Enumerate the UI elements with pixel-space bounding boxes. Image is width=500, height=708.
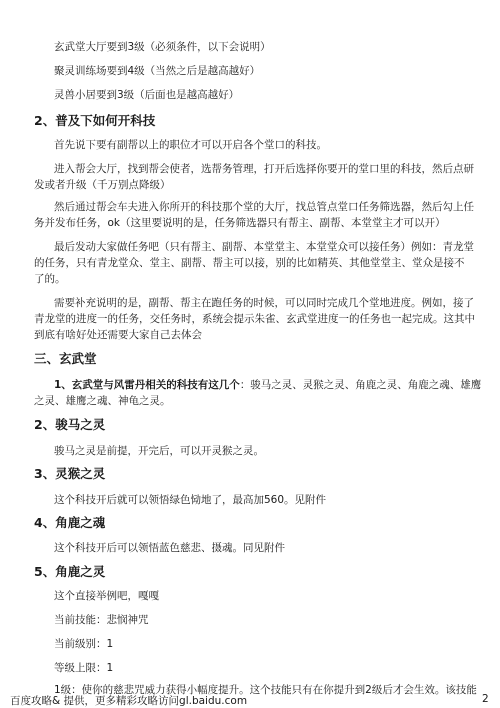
paragraph-line: 等级上限：1 [54, 662, 114, 674]
sub-heading: 4、角鹿之魂 [34, 515, 106, 530]
sub-heading: 2、骏马之灵 [34, 417, 106, 432]
paragraph-line: 务并发布任务，ok（这里要说明的是，任务筛选器只有帮主、副帮、本堂堂主才可以开） [34, 217, 446, 229]
paragraph-line: 了的。 [34, 273, 66, 285]
paragraph-line: 这个科技开后可以领悟蓝色慈悲、摄魂。同见附件 [54, 542, 285, 554]
paragraph-line: 然后通过帮会车夫进入你所开的科技那个堂的大厅，找总管点堂口任务筛选器，然后勾上任 [54, 201, 474, 213]
paragraph-line: 到底有啥好处还需要大家自己去体会 [34, 329, 202, 341]
bold-lead: 1、玄武堂与风雷丹相关的科技有这几个 [54, 379, 240, 391]
paragraph-line: 之灵、雄鹰之魂、神龟之灵。 [34, 395, 171, 407]
paragraph-line: 当前级别：1 [54, 638, 114, 650]
paragraph-line [54, 378, 482, 392]
paragraph-line: 最后发动大家做任务吧（只有帮主、副帮、本堂堂主、本堂堂众可以接任务）例如：青龙堂 [54, 241, 474, 253]
intro-line-1: 玄武堂大厅要到3级（必须条件，以下会说明） [54, 41, 271, 53]
paragraph-line: 青龙堂的进度一的任务，交任务时，系统会提示朱雀、玄武堂进度一的任务也一起完成。这其中 [34, 313, 475, 325]
paragraph-line: 首先说下要有副帮以上的职位才可以开启各个堂口的科技。 [54, 139, 327, 151]
intro-line-2: 聚灵训练场要到4级（当然之后是越高越好） [54, 65, 261, 77]
sub-heading: 5、角鹿之灵 [34, 564, 106, 579]
paragraph-line: 1级：使你的慈悲咒威力获得小幅度提升。这个技能只有在你提升到2级后才会生效。该技能 [54, 684, 477, 696]
paragraph-line: 当前技能：悲悯神咒 [54, 614, 149, 626]
paragraph-line: 需要补充说明的是，副帮、帮主在跑任务的时候，可以同时完成几个堂地进度。例如，接了 [54, 297, 474, 309]
lead-rest: ：骏马之灵、灵猴之灵、角鹿之灵、角鹿之魂、雄鹰 [239, 379, 482, 391]
page-footer: 百度攻略& 提供，更多精彩攻略访问gl.baidu.com [10, 695, 248, 707]
paragraph-line: 进入帮会大厅，找到帮会使者，选帮务管理，打开后选择你要开的堂口里的科技，然后点研 [54, 163, 474, 175]
sub-heading: 3、灵猴之灵 [34, 466, 106, 481]
paragraph-line: 的任务，只有青龙堂众、堂主、副帮、帮主可以接，别的比如精英、其他堂堂主、堂众是接不 [34, 257, 465, 269]
paragraph-line: 骏马之灵是前提，开完后，可以开灵猴之灵。 [54, 445, 264, 457]
section-heading-tech: 2、普及下如何开科技 [34, 113, 156, 128]
page-number: 2 [482, 693, 489, 705]
paragraph-line: 这个科技开后就可以领悟绿色恸地了，最高加560。见附件 [54, 494, 327, 506]
intro-line-3: 灵兽小居要到3级（后面也是越高越好） [54, 89, 240, 101]
paragraph-line: 这个直接举例吧，嘎嘎 [54, 590, 159, 602]
section-heading-xuanwu: 三、玄武堂 [34, 351, 97, 366]
paragraph-line: 发或者升级（千万别点降级） [34, 179, 171, 191]
